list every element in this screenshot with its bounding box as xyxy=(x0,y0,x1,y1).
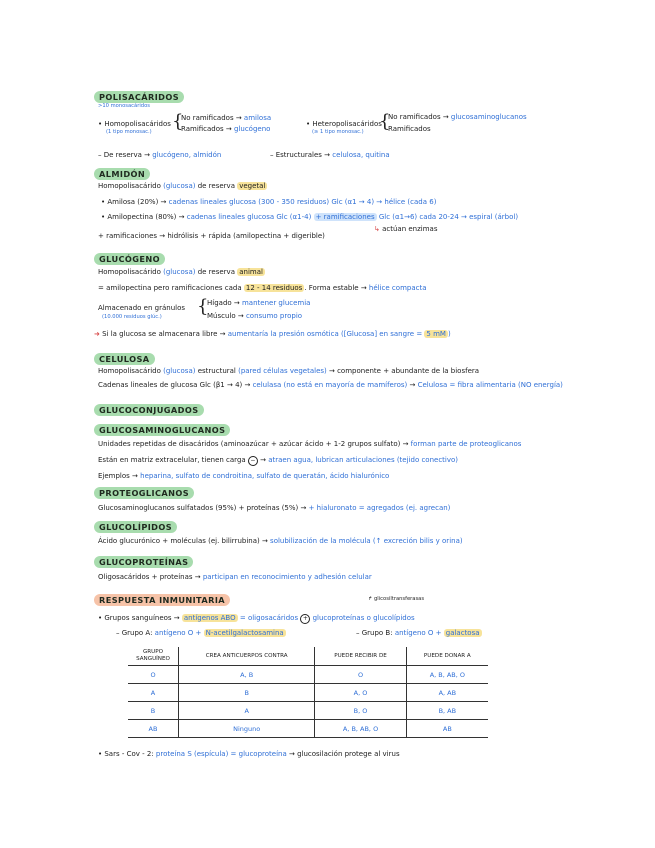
proteoglicanos-line1: Glucosaminoglucanos sulfatados (95%) + proteínas (5%) → + hialuronato = agregados (ej. agrecan) xyxy=(98,504,451,512)
glucogeno-line2: = amilopectina pero ramificaciones cada 12 - 14 residuos . Forma estable → hélice compacta xyxy=(98,284,427,292)
section-title-glucoconjugados: GLUCOCONJUGADOS xyxy=(94,404,204,416)
almidon-line3: • Amilopectina (80%) → cadenas lineales glucosa Glc (α1-4) + ramificaciones Glc (α1→6) cada 20-24 → espiral (árbol) xyxy=(101,213,519,221)
section-title-proteoglicanos: PROTEOGLICANOS xyxy=(94,487,194,499)
almidon-enzimas: ↳ actúan enzimas xyxy=(374,225,438,233)
homopolisacaridos-sub: (1 tipo monosac.) xyxy=(106,129,152,135)
section-title-respuesta: RESPUESTA INMUNITARIA xyxy=(94,594,230,606)
brace: { xyxy=(197,296,209,317)
glucogeno-musculo: Músculo → consumo propio xyxy=(207,312,303,320)
celulosa-line2: Cadenas lineales de glucosa Glc (β1 → 4) → celulasa (no está en mayoría de mamíferos) → Celulosa = fibra alimentaria (NO energía) xyxy=(98,381,563,389)
table-cell: A, O xyxy=(315,684,406,702)
reserva-line: – De reserva → glucógeno, almidón xyxy=(98,151,222,159)
section-title-almidon: ALMIDÓN xyxy=(94,168,150,180)
blood-groups-table xyxy=(128,647,488,738)
table-cell: Ninguno xyxy=(179,720,315,738)
table-cell: O xyxy=(128,666,179,684)
table-cell: B, AB xyxy=(406,702,488,720)
glucogeno-higado: Hígado → mantener glucemia xyxy=(207,299,311,307)
section-title-glucosaminoglucanos: GLUCOSAMINOGLUCANOS xyxy=(94,424,230,436)
table-header: CREA ANTICUERPOS CONTRA xyxy=(179,647,315,666)
gag-line1: Unidades repetidas de disacáridos (aminoazúcar + azúcar ácido + 1-2 grupos sulfato) → forman parte de proteoglicanos xyxy=(98,440,522,448)
table-header: PUEDE RECIBIR DE xyxy=(315,647,406,666)
almidon-line1: Homopolisacárido (glucosa) de reserva vegetal xyxy=(98,182,266,190)
glucogeno-line4: ➜ Si la glucosa se almacenara libre → aumentaría la presión osmótica ([Glucosa] en sangre = 5 mM ) xyxy=(94,330,451,338)
table-cell: A, B xyxy=(179,666,315,684)
glucogeno-line1: Homopolisacárido (glucosa) de reserva animal xyxy=(98,268,263,276)
table-cell: A, AB xyxy=(406,684,488,702)
estructurales-line: – Estructurales → celulosa, quitina xyxy=(270,151,390,159)
table-row xyxy=(128,702,488,720)
homopolisacaridos-label: • Homopolisacáridos xyxy=(98,120,171,128)
section-title-polisacaridos: POLISACÁRIDOS xyxy=(94,91,184,103)
table-header-row xyxy=(128,647,488,666)
brace: { xyxy=(172,111,184,132)
table-cell: A xyxy=(128,684,179,702)
section-title-glucoproteinas: GLUCOPROTEÍNAS xyxy=(94,556,193,568)
heteropolisacaridos-label: • Heteropolisacáridos xyxy=(306,120,382,128)
glicosiltransferasas-note: ↱ glicosiltransferasas xyxy=(368,596,425,602)
gag-line2: Están en matriz extracelular, tienen carga − → atraen agua, lubrican articulaciones (tejido conectivo) xyxy=(98,456,459,464)
table-cell: A, B, AB, O xyxy=(406,666,488,684)
table-cell: AB xyxy=(128,720,179,738)
grupo-b-line: – Grupo B: antígeno O + galactosa xyxy=(356,629,480,637)
table-header: PUEDE DONAR A xyxy=(406,647,488,666)
polisacaridos-subtitle: >10 monosacáridos xyxy=(98,103,150,109)
table-cell: AB xyxy=(406,720,488,738)
heteropolisacaridos-sub: (≥ 1 tipo monosac.) xyxy=(312,129,364,135)
gag-line3: Ejemplos → heparina, sulfato de condroitina, sulfato de queratán, ácido hialurónico xyxy=(98,472,390,480)
table-header: GRUPO SANGUÍNEO xyxy=(128,647,179,666)
arrow-icon: ➜ xyxy=(94,330,103,338)
glucogeno-granulos-sub: (10.000 residuos glúc.) xyxy=(102,314,162,320)
section-title-glucolipidos: GLUCOLÍPIDOS xyxy=(94,521,177,533)
homo-line1: No ramificados → amilosa xyxy=(181,114,272,122)
glucoproteinas-line1: Oligosacáridos + proteínas → participan en reconocimiento y adhesión celular xyxy=(98,573,372,581)
glucogeno-granulos: Almacenado en gránulos xyxy=(98,304,186,312)
section-title-glucogeno: GLUCÓGENO xyxy=(94,253,165,265)
table-cell: B xyxy=(179,684,315,702)
brace: { xyxy=(379,111,391,132)
table-cell: B xyxy=(128,702,179,720)
hetero-line2: Ramificados xyxy=(388,125,431,133)
table-row xyxy=(128,720,488,738)
glucolipidos-line1: Ácido glucurónico + moléculas (ej. bilirrubina) → solubilización de la molécula (↑ excreción bilis y orina) xyxy=(98,537,463,545)
table-row xyxy=(128,684,488,702)
table-row xyxy=(128,666,488,684)
almidon-line4: + ramificaciones → hidrólisis + rápida (amilopectina + digerible) xyxy=(98,232,325,240)
homo-line2: Ramificados → glucógeno xyxy=(181,125,271,133)
table-cell: A, B, AB, O xyxy=(315,720,406,738)
hetero-line1: No ramificados → glucosaminoglucanos xyxy=(388,113,527,121)
almidon-line2: • Amilosa (20%) → cadenas lineales glucosa (300 - 350 residuos) Glc (α1 → 4) → hélice (cada 6) xyxy=(101,198,437,206)
table-cell: O xyxy=(315,666,406,684)
celulosa-line1: Homopolisacárido (glucosa) estructural (pared células vegetales) → componente + abundante de la biosfera xyxy=(98,367,480,375)
grupo-a-line: – Grupo A: antígeno O + N-acetilgalactosamina xyxy=(116,629,284,637)
table-cell: A xyxy=(179,702,315,720)
grupos-sanguineos-line: • Grupos sanguíneos → antígenos ABO = oligosacáridos + glucoproteínas o glucolípidos xyxy=(98,614,415,622)
section-title-celulosa: CELULOSA xyxy=(94,353,155,365)
sars-cov-2-line: • Sars - Cov - 2: proteína S (espícula) = glucoproteína → glucosilación protege al virus xyxy=(98,750,400,758)
table-cell: B, O xyxy=(315,702,406,720)
